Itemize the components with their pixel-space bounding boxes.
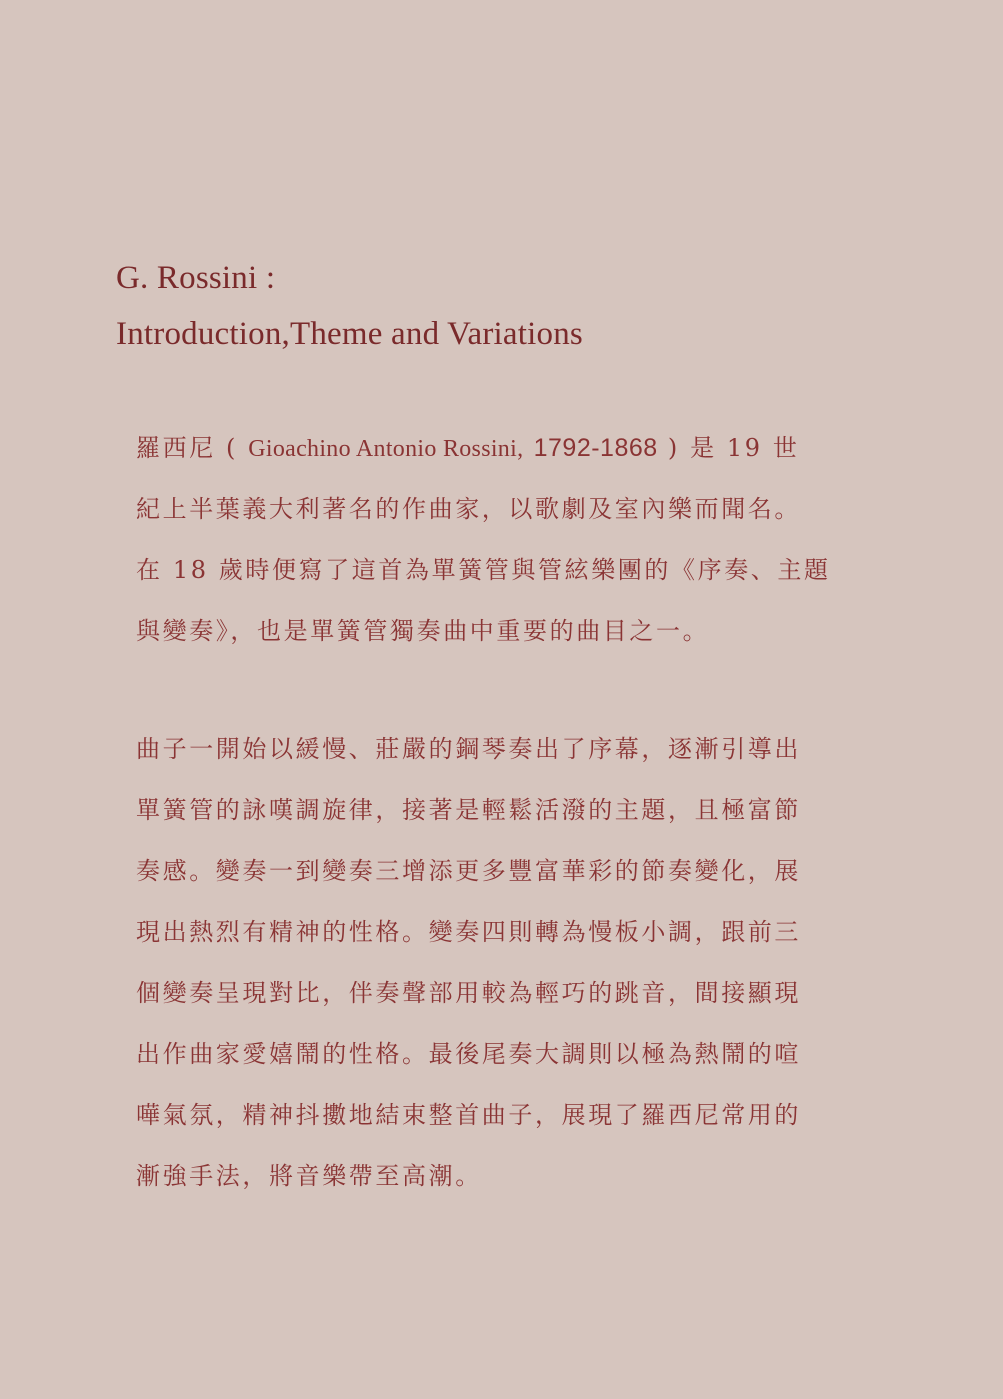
paragraph-line: 在 18 歲時便寫了這首為單簧管與管絃樂團的《序奏、主題: [136, 556, 831, 584]
paragraph-line: 與變奏》，也是單簧管獨奏曲中重要的曲目之一。: [136, 617, 710, 645]
paragraph-line: 單簧管的詠嘆調旋律，接著是輕鬆活潑的主題，且極富節: [136, 796, 801, 824]
paragraph-line: 紀上半葉義大利著名的作曲家，以歌劇及室內樂而聞名。: [136, 495, 801, 523]
paragraph-line: 出作曲家愛嬉鬧的性格。最後尾奏大調則以極為熱鬧的喧: [136, 1040, 801, 1068]
paragraph-line: 現出熱烈有精神的性格。變奏四則轉為慢板小調，跟前三: [136, 918, 801, 946]
paragraph-line: 曲子一開始以緩慢、莊嚴的鋼琴奏出了序幕，逐漸引導出: [136, 735, 801, 763]
line-prefix: 羅西尼 (: [136, 434, 249, 462]
composer-full-name: Gioachino Antonio Rossini,: [248, 436, 524, 462]
piece-title: [116, 250, 916, 362]
piece-description-paragraph: [136, 719, 856, 1207]
composer-years: 1792-1868: [533, 434, 658, 462]
paragraph-line: 個變奏呈現對比，伴奏聲部用較為輕巧的跳音，間接顯現: [136, 979, 801, 1007]
paragraph-line: 漸強手法，將音樂帶至高潮。: [136, 1162, 482, 1190]
line-suffix: ) 是 19 世: [657, 434, 800, 462]
work-title: Introduction,Theme and Variations: [116, 316, 583, 352]
paragraph-line: [136, 418, 856, 479]
paragraph-line: 奏感。變奏一到變奏三增添更多豐富華彩的節奏變化，展: [136, 857, 801, 885]
composer-heading: G. Rossini :: [116, 260, 276, 296]
paragraph-line: 嘩氣氛，精神抖擻地結束整首曲子，展現了羅西尼常用的: [136, 1101, 801, 1129]
composer-intro-paragraph: [136, 418, 856, 662]
